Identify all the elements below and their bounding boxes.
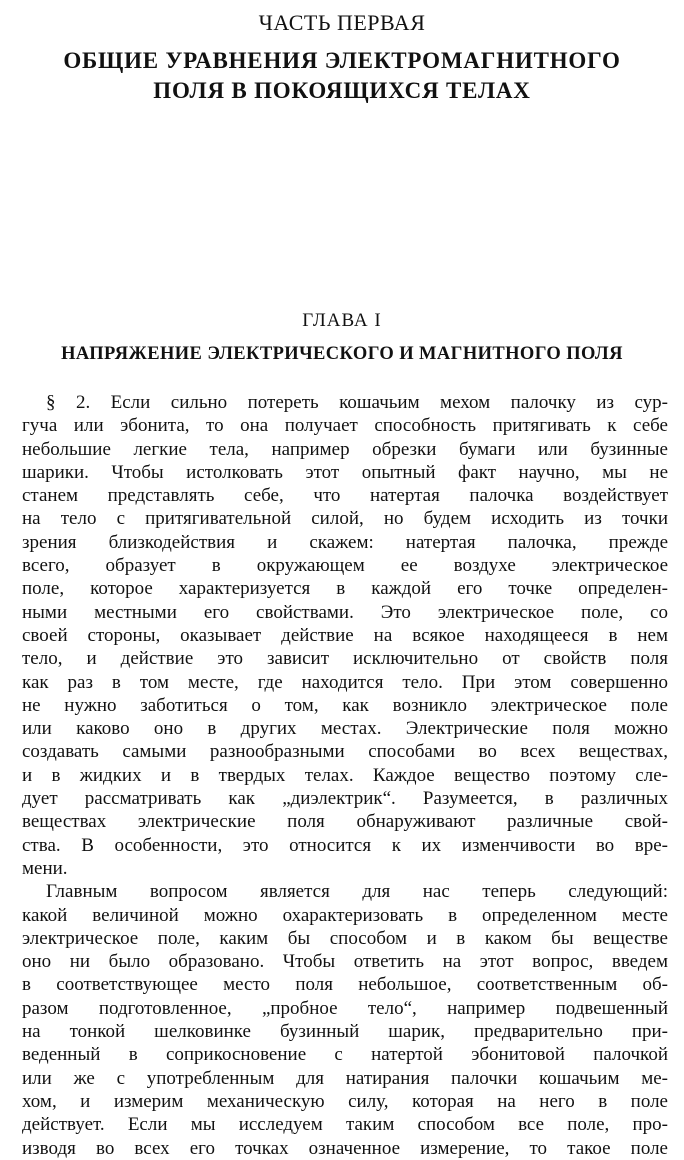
text-line: действует. Если мы исследуем таким способом все поле, про- — [22, 1114, 668, 1136]
text-line: веденный в соприкосновение с натертой эбонитовой палочкой — [22, 1044, 668, 1066]
text-line: поле, которое характеризуется в каждой его точке определен- — [22, 578, 668, 600]
text-line: тело, и действие это зависит исключительно от свойств поля — [22, 648, 668, 670]
part-title-line-2: ПОЛЯ В ПОКОЯЩИХСЯ ТЕЛАХ — [153, 78, 531, 103]
text-line: Главным вопросом является для нас теперь следующий: — [46, 881, 668, 903]
text-line: всего, образует в окружающем ее воздухе электрическое — [22, 555, 668, 577]
text-line: не нужно заботиться о том, как возникло электрическое поле — [22, 694, 668, 716]
paragraph — [22, 880, 668, 1160]
text-line: дует рассматривать как „диэлектрик“. Разумеется, в различных — [22, 788, 668, 810]
text-line: ными местными его свойствами. Это электрическое поле, со — [22, 601, 668, 623]
text-line: на тонкой шелковинке бузинный шарик, предварительно при- — [22, 1021, 668, 1043]
text-line: в соответствующее место поля небольшое, соответственным об- — [22, 974, 668, 996]
text-line: какой величиной можно охарактеризовать в определенном месте — [22, 904, 668, 926]
text-line: мени. — [22, 857, 68, 879]
text-line: или же с употребленным для натирания палочки кошачьим ме- — [22, 1067, 668, 1089]
text-line: шарики. Чтобы истолковать этот опытный факт научно, мы не — [22, 461, 668, 483]
paragraph — [22, 391, 668, 880]
body-text — [22, 391, 668, 1160]
text-line: на тело с притягивательной силой, но будем исходить из точки — [22, 508, 668, 530]
part-label: ЧАСТЬ ПЕРВАЯ — [258, 10, 426, 35]
text-line: оно ни было образовано. Чтобы ответить на этот вопрос, введем — [22, 951, 668, 973]
text-line: небольшие легкие тела, например обрезки бумаги или бузинные — [22, 438, 668, 460]
chapter-label: ГЛАВА I — [302, 310, 382, 331]
text-line: своей стороны, оказывает действие на всякое находящееся в нем — [22, 624, 668, 646]
text-line: или каково оно в других местах. Электрические поля можно — [22, 718, 668, 740]
text-line: изводя во всех его точках означенное измерение, то такое поле — [22, 1137, 668, 1159]
text-line: как раз в том месте, где находится тело. При этом совершенно — [22, 671, 668, 693]
text-line: ства. В особенности, это относится к их изменчивости во вре- — [22, 834, 668, 856]
text-line: и в жидких и в твердых телах. Каждое вещество поэтому сле- — [22, 764, 668, 786]
text-line: электрическое поле, каким бы способом и в каком бы веществе — [22, 927, 668, 949]
text-line: создавать самыми разнообразными способами во всех веществах, — [22, 741, 668, 763]
chapter-title: НАПРЯЖЕНИЕ ЭЛЕКТРИЧЕСКОГО И МАГНИТНОГО ПОЛЯ — [61, 344, 623, 364]
part-title — [0, 46, 684, 106]
part-title-line-1: ОБЩИЕ УРАВНЕНИЯ ЭЛЕКТРОМАГНИТНОГО — [63, 48, 621, 73]
text-line: § 2. Если сильно потереть кошачьим мехом палочку из сур- — [46, 392, 668, 413]
text-line: веществах электрические поля обнаруживают различные свой- — [22, 811, 668, 833]
text-line: зрения близкодействия и скажем: натертая палочка, прежде — [22, 531, 668, 553]
text-line: разом подготовленное, „пробное тело“, например подвешенный — [22, 997, 668, 1019]
text-line: станем представлять себе, что натертая палочка воздействует — [22, 485, 668, 507]
text-line: хом, и измерим механическую силу, которая на него в поле — [22, 1090, 668, 1112]
text-line: гуча или эбонита, то она получает способность притягивать к себе — [22, 415, 668, 437]
